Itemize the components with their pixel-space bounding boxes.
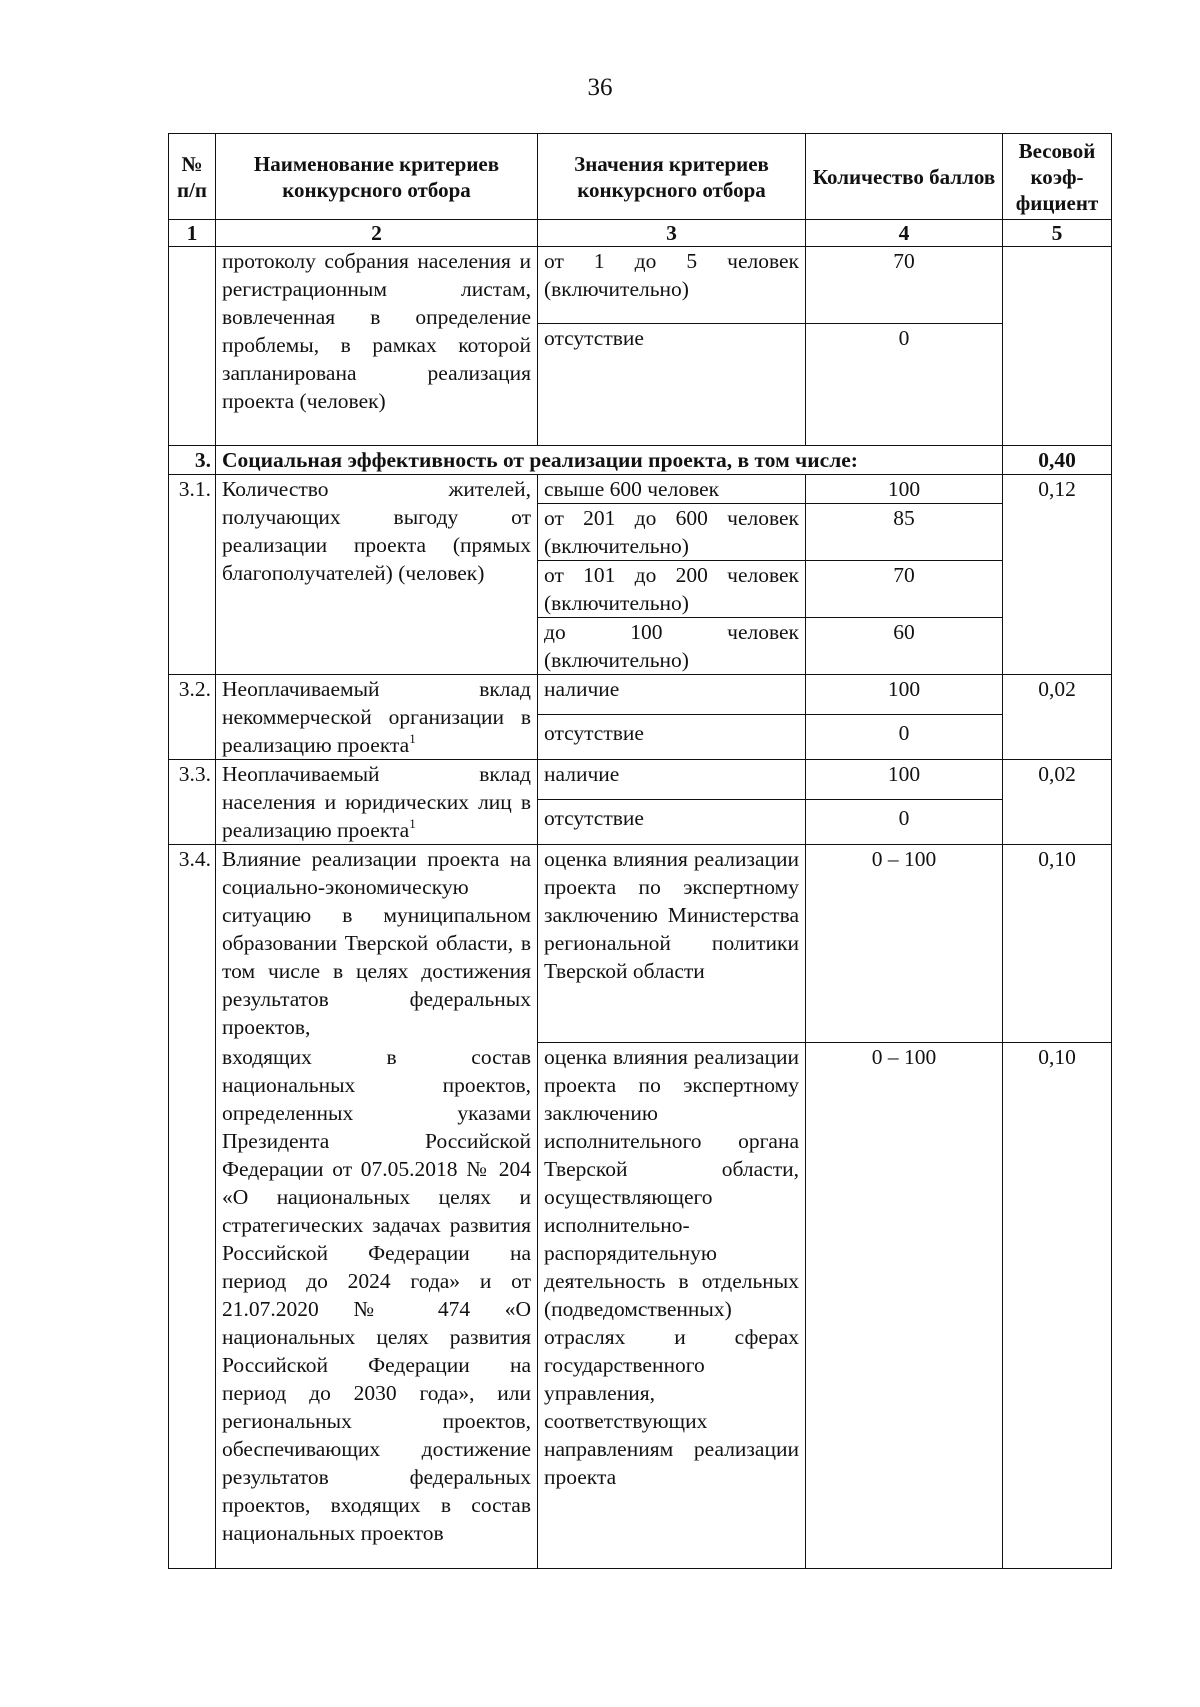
criterion-points: 0 – 100 bbox=[806, 845, 1003, 1043]
row-num: 3.4. bbox=[169, 845, 216, 1569]
criterion-points: 100 bbox=[806, 675, 1003, 715]
criterion-text: входящих в состав национальных проектов, определенных указами Президента Российской Федерации от 07.05.2018 № 204 «О национальных целях и стратегических задачах развития Российской Федерации на период до 2024 года» и от 21.07.2020 № 474 «О национальных целях развития Российской Федерации на период до 2030 года», или региональных проектов, обеспечивающих достижение результатов федеральных проектов, входящих в состав национальных проектов bbox=[216, 1043, 538, 1569]
criterion-text: протоколу собрания населения и регистрационным листам, вовлеченная в определение проблемы, в рамках которой запланирована реализация проекта (человек) bbox=[216, 247, 538, 446]
header-weight: Весовой коэф-фициент bbox=[1003, 134, 1112, 220]
criterion-points: 100 bbox=[806, 475, 1003, 504]
criterion-value: от 101 до 200 человек (включительно) bbox=[538, 561, 806, 618]
row-num-empty bbox=[169, 247, 216, 446]
header-num: № п/п bbox=[169, 134, 216, 220]
criterion-value: свыше 600 человек bbox=[538, 475, 806, 504]
criterion-text bbox=[216, 675, 538, 760]
criterion-text-body: Неоплачиваемый вклад населения и юридических лиц в реализацию проекта bbox=[222, 762, 531, 842]
criterion-text-body: Неоплачиваемый вклад некоммерческой организации в реализацию проекта bbox=[222, 677, 531, 757]
criterion-points: 0 bbox=[806, 324, 1003, 446]
footnote-mark: 1 bbox=[409, 816, 416, 831]
column-number: 5 bbox=[1003, 220, 1112, 247]
criterion-text: Количество жителей, получающих выгоду от реализации проекта (прямых благополучателей) (человек) bbox=[216, 475, 538, 675]
criterion-weight: 0,02 bbox=[1003, 760, 1112, 845]
weight-empty bbox=[1003, 247, 1112, 446]
criterion-points: 0 bbox=[806, 715, 1003, 760]
page-number: 36 bbox=[587, 74, 613, 101]
column-number: 3 bbox=[538, 220, 806, 247]
header-points: Количество баллов bbox=[806, 134, 1003, 220]
table-row bbox=[169, 675, 1112, 715]
criterion-value: наличие bbox=[538, 760, 806, 800]
criterion-weight: 0,02 bbox=[1003, 675, 1112, 760]
criterion-value: наличие bbox=[538, 675, 806, 715]
table-header-row bbox=[169, 134, 1112, 220]
criterion-points: 85 bbox=[806, 504, 1003, 561]
footnote-mark: 1 bbox=[409, 731, 416, 746]
criterion-value: отсутствие bbox=[538, 800, 806, 845]
column-number: 1 bbox=[169, 220, 216, 247]
header-name: Наименование критериев конкурсного отбора bbox=[216, 134, 538, 220]
table-row bbox=[169, 845, 1112, 1043]
section-title: Социальная эффективность от реализации проекта, в том числе: bbox=[216, 446, 1003, 475]
criterion-value: от 201 до 600 человек (включительно) bbox=[538, 504, 806, 561]
row-num: 3.2. bbox=[169, 675, 216, 760]
row-num: 3.3. bbox=[169, 760, 216, 845]
criterion-points: 0 bbox=[806, 800, 1003, 845]
row-num: 3.1. bbox=[169, 475, 216, 675]
criterion-points: 60 bbox=[806, 618, 1003, 675]
section-row bbox=[169, 446, 1112, 475]
criteria-table bbox=[168, 133, 1112, 1569]
criterion-value: до 100 человек (включительно) bbox=[538, 618, 806, 675]
criterion-value: от 1 до 5 человек (включительно) bbox=[538, 247, 806, 324]
criterion-points: 70 bbox=[806, 247, 1003, 324]
criterion-text: Влияние реализации проекта на социально-экономическую ситуацию в муниципальном образовании Тверской области, в том числе в целях достижения результатов федеральных проектов, bbox=[216, 845, 538, 1043]
criterion-points: 70 bbox=[806, 561, 1003, 618]
header-values: Значения критериев конкурсного отбора bbox=[538, 134, 806, 220]
section-weight: 0,40 bbox=[1003, 446, 1112, 475]
criterion-value: оценка влияния реализации проекта по экспертному заключению исполнительного органа Тверской области, осуществляющего исполнительно-распорядительную деятельность в отдельных (подведомственных) отраслях и сферах государственного управления, соответствующих направлениям реализации проекта bbox=[538, 1043, 806, 1569]
criterion-weight: 0,10 bbox=[1003, 1043, 1112, 1569]
criterion-text bbox=[216, 760, 538, 845]
criterion-weight: 0,12 bbox=[1003, 475, 1112, 675]
column-number-row bbox=[169, 220, 1112, 247]
column-number: 2 bbox=[216, 220, 538, 247]
column-number: 4 bbox=[806, 220, 1003, 247]
section-num: 3. bbox=[169, 446, 216, 475]
criterion-points: 100 bbox=[806, 760, 1003, 800]
criterion-value: отсутствие bbox=[538, 324, 806, 446]
table-row bbox=[169, 760, 1112, 800]
criterion-value: отсутствие bbox=[538, 715, 806, 760]
criterion-value: оценка влияния реализации проекта по экспертному заключению Министерства региональной политики Тверской области bbox=[538, 845, 806, 1043]
table-row bbox=[169, 1043, 1112, 1569]
table-row bbox=[169, 247, 1112, 324]
criterion-points: 0 – 100 bbox=[806, 1043, 1003, 1569]
table-row bbox=[169, 475, 1112, 504]
criterion-weight: 0,10 bbox=[1003, 845, 1112, 1043]
